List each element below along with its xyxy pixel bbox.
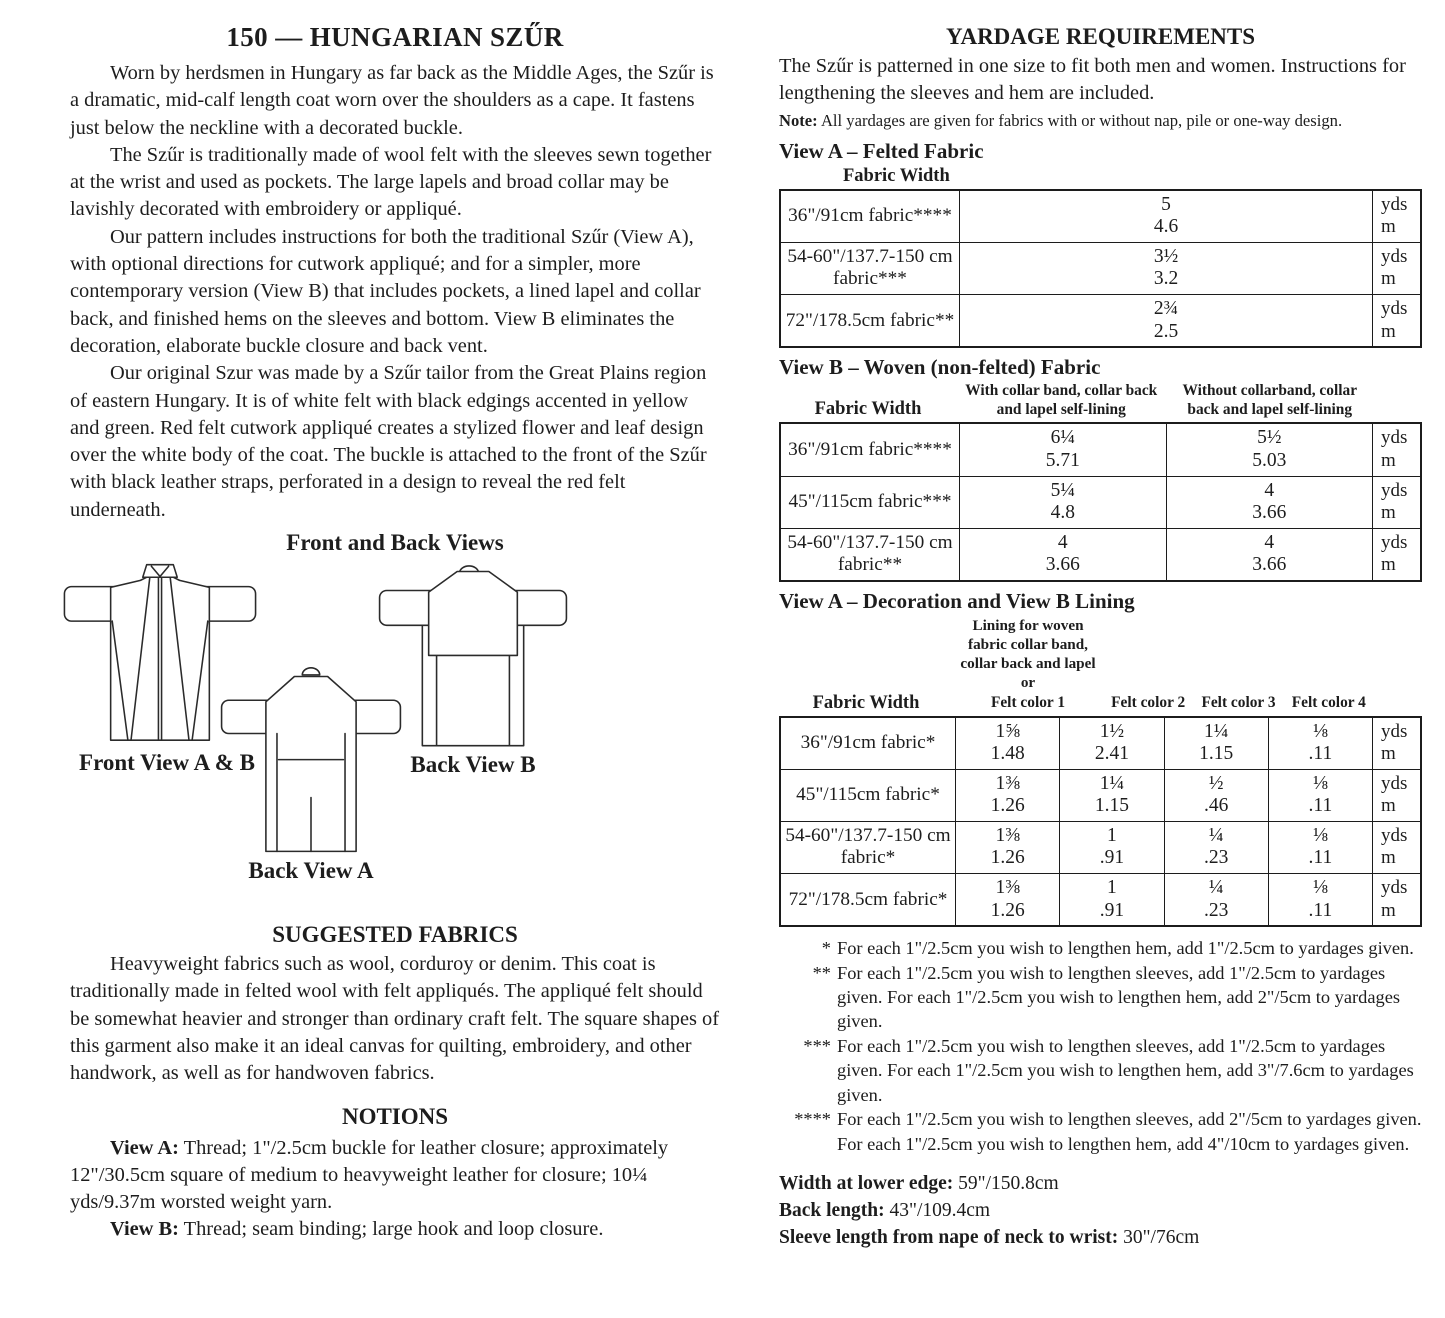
fabric-width-cell: 54-60"/137.7-150 cm fabric* (785, 825, 951, 869)
yardage-cell (959, 529, 1166, 580)
yardage-cell (1166, 529, 1373, 580)
fabric-width-cell: 45"/115cm fabric*** (788, 491, 952, 513)
m-unit: m (1381, 216, 1396, 238)
yardage-cell (955, 770, 1059, 821)
m-value: 2.5 (1153, 320, 1179, 342)
footnote (779, 936, 1422, 960)
table-row (781, 294, 1420, 346)
yardage-note (779, 110, 1422, 132)
yds-value: ⅛ (1313, 772, 1328, 794)
unit-cell (1372, 718, 1420, 769)
note-text: All yardages are given for fabrics with or without nap, pile or one-way design. (820, 110, 1343, 130)
m-value: .11 (1308, 795, 1333, 817)
suggested-fabrics-heading: SUGGESTED FABRICS (272, 922, 518, 948)
yardage-cell (1059, 718, 1163, 769)
yardage-cell (959, 477, 1166, 528)
m-unit: m (1381, 320, 1396, 342)
unit-cell (1372, 477, 1420, 528)
measurement-value: 59"/150.8cm (958, 1172, 1059, 1194)
m-value: 4.8 (1050, 502, 1075, 524)
back-view-b-label: Back View B (410, 752, 536, 778)
m-value: .46 (1203, 795, 1229, 817)
unit-cell (1372, 874, 1420, 925)
m-value: .91 (1099, 899, 1125, 921)
without-collarband-header: Without collarband, collar back and lapel self-lining (1182, 382, 1358, 418)
felt-color-2-header: Felt color 2 (1111, 693, 1186, 711)
footnote (779, 961, 1422, 1034)
m-value: 1.26 (990, 899, 1025, 921)
m-value: 4.6 (1153, 216, 1179, 238)
yardage-cell (1166, 477, 1373, 528)
yds-value: 1⅝ (995, 720, 1020, 742)
fabric-width-cell: 54-60"/137.7-150 cm fabric** (787, 532, 953, 576)
m-value: .23 (1203, 847, 1229, 869)
notions-view-a-text: Thread; 1"/2.5cm buckle for leather closure; approximately 12"/30.5cm square of medium to heavyweight leather for closure; 10¼ yds/9.37m worsted weight yarn. (70, 1136, 669, 1214)
right-column (779, 24, 1422, 1251)
m-unit: m (1381, 449, 1396, 471)
yds-unit: yds (1381, 531, 1408, 553)
m-unit: m (1381, 268, 1396, 290)
yds-value: 3½ (1153, 245, 1179, 267)
view-b-table (779, 422, 1422, 582)
yardage-cell (959, 295, 1372, 346)
yds-value: ⅛ (1313, 877, 1328, 899)
yds-unit: yds (1381, 245, 1408, 267)
fabric-width-cell: 72"/178.5cm fabric** (785, 309, 955, 331)
page-title: 150 — HUNGARIAN SZŰR (226, 22, 564, 52)
yds-value: ¼ (1208, 824, 1224, 846)
yds-value: 1⅜ (995, 877, 1020, 899)
m-value: 1.26 (990, 795, 1025, 817)
yds-value: 1½ (1099, 720, 1125, 742)
fabric-width-cell: 36"/91cm fabric* (800, 732, 936, 754)
unit-cell (1372, 822, 1420, 873)
felt-color-3-header: Felt color 3 (1201, 693, 1276, 711)
yardage-heading: YARDAGE REQUIREMENTS (945, 24, 1256, 49)
unit-cell (1372, 295, 1420, 346)
table-row (781, 528, 1420, 580)
yds-value: 1⅜ (995, 772, 1020, 794)
footnote-marker: **** (794, 1109, 831, 1130)
intro-paragraph-1: Worn by herdsmen in Hungary as far back as the Middle Ages, the Szűr is a dramatic, mid-calf length coat worn over the shoulders as a cape. It fastens just below the neckline with a decorated buckle. (70, 62, 714, 139)
yds-value: 1 (1107, 877, 1117, 899)
unit-cell (1372, 243, 1420, 294)
m-value: 1.15 (1094, 795, 1129, 817)
decoration-table (779, 716, 1422, 928)
footnote (779, 1034, 1422, 1107)
table-row (781, 873, 1420, 925)
view-b-table-header (779, 382, 1422, 422)
yds-unit: yds (1381, 193, 1408, 215)
yds-value: 5 (1161, 193, 1171, 215)
measurement-value: 30"/76cm (1123, 1226, 1200, 1248)
m-value: .11 (1308, 899, 1333, 921)
yardage-cell (1164, 874, 1268, 925)
yardage-cell (955, 822, 1059, 873)
yardage-cell (1059, 874, 1163, 925)
unit-cell (1372, 424, 1420, 475)
m-unit: m (1381, 795, 1396, 817)
view-a-heading: View A – Felted Fabric (779, 138, 984, 163)
measurement-label: Back length: (779, 1199, 885, 1221)
yds-value: 1¼ (1099, 772, 1125, 794)
m-unit: m (1381, 847, 1396, 869)
note-label: Note: (779, 110, 818, 130)
notions-heading: NOTIONS (341, 1103, 449, 1129)
table-row (781, 242, 1420, 294)
m-value: 3.2 (1153, 268, 1179, 290)
measurement-line (779, 1224, 1422, 1251)
felt-color-1-header (953, 616, 1103, 716)
measurement-label: Sleeve length from nape of neck to wrist: (779, 1226, 1119, 1248)
intro-paragraph-3: Our pattern includes instructions for both the traditional Szűr (View A), with optional directions for cutwork appliqué; and for a simpler, more contemporary version (View B) that includes pockets, a lined lapel and collar back, and finished hems on the sleeves and bottom. View B eliminates the decoration, elaborate buckle closure and back vent. (70, 225, 701, 357)
unit-cell (1372, 529, 1420, 580)
table-row (781, 191, 1420, 242)
yds-unit: yds (1381, 877, 1408, 899)
measurement-value: 43"/109.4cm (889, 1199, 991, 1221)
garment-measurements (779, 1170, 1422, 1251)
yardage-cell (1268, 718, 1372, 769)
yds-unit: yds (1381, 297, 1408, 319)
yds-value: ¼ (1208, 877, 1224, 899)
yds-value: 4 (1057, 531, 1068, 553)
m-value: 3.66 (1252, 554, 1287, 576)
footnote-text: For each 1"/2.5cm you wish to lengthen sleeves, add 2"/5cm to yardages given. For each 1"/2.5cm you wish to lengthen hem, add 4"/10cm to yardages given. (837, 1109, 1422, 1154)
yardage-cell (1164, 822, 1268, 873)
footnote-text: For each 1"/2.5cm you wish to lengthen sleeves, add 1"/2.5cm to yardages given. For each 1"/2.5cm you wish to lengthen hem, add 2"/5cm to yardages given. (837, 962, 1401, 1032)
yardage-cell (1268, 874, 1372, 925)
yardage-cell (1059, 770, 1163, 821)
suggested-fabrics-text: Heavyweight fabrics such as wool, corduroy or denim. This coat is traditionally made in felted wool with felt appliqués. The appliqué felt should be somewhat heavier and stronger than ordinary craft felt. The square shapes of this garment also make it an ideal canvas for quilting, embroidery, and other handwork, as well as for handwoven fabrics. (70, 953, 720, 1085)
view-b-heading: View B – Woven (non-felted) Fabric (779, 355, 1101, 380)
m-unit: m (1381, 502, 1396, 524)
yds-value: 1⅜ (995, 824, 1020, 846)
fabric-width-label-c: Fabric Width (812, 692, 920, 713)
notions-view-b-label: View B: (110, 1218, 179, 1241)
fabric-width-cell: 36"/91cm fabric**** (788, 205, 952, 227)
back-view-b-drawing (378, 562, 568, 752)
table-row (781, 476, 1420, 528)
notions-view-b (70, 1216, 720, 1243)
m-unit: m (1381, 554, 1396, 576)
yardage-cell (955, 718, 1059, 769)
footnote-marker: * (821, 938, 831, 959)
table-row (781, 424, 1420, 475)
yds-value: 6¼ (1050, 427, 1075, 449)
measurement-line (779, 1197, 1422, 1224)
fabric-width-cell: 54-60"/137.7-150 cm fabric*** (787, 246, 953, 290)
yds-value: 1¼ (1203, 720, 1229, 742)
yds-unit: yds (1381, 824, 1408, 846)
yds-unit: yds (1381, 720, 1408, 742)
m-value: 1.48 (990, 743, 1025, 765)
yds-value: ⅛ (1313, 720, 1328, 742)
yds-value: 4 (1264, 479, 1275, 501)
yardage-cell (959, 191, 1372, 242)
m-value: 1.15 (1199, 743, 1234, 765)
yardage-cell (955, 874, 1059, 925)
back-view-a-label: Back View A (248, 858, 374, 884)
m-value: 3.66 (1045, 554, 1080, 576)
footnote-text: For each 1"/2.5cm you wish to lengthen sleeves, add 1"/2.5cm to yardages given. For each 1"/2.5cm you wish to lengthen hem, add 3"/7.6cm to yardages given. (837, 1035, 1414, 1105)
yardage-cell (959, 424, 1166, 475)
yds-value: 5½ (1257, 427, 1282, 449)
with-collarband-header: With collar band, collar back and lapel self-lining (965, 382, 1158, 418)
yardage-cell (1166, 424, 1373, 475)
left-column (70, 22, 720, 1244)
notions-view-a-label: View A: (110, 1136, 179, 1159)
front-view-label: Front View A & B (79, 750, 255, 776)
decoration-heading: View A – Decoration and View B Lining (779, 588, 1135, 613)
intro-paragraph-2: The Szűr is traditionally made of wool felt with the sleeves sewn together at the wrist and used as pockets. The large lapels and broad collar may be lavishly decorated with embroidery or appliqué. (70, 143, 712, 221)
fabric-width-cell: 45"/115cm fabric* (796, 784, 940, 806)
m-value: 2.41 (1094, 743, 1129, 765)
yardage-cell (1268, 770, 1372, 821)
yds-value: ½ (1208, 772, 1224, 794)
yds-unit: yds (1381, 772, 1408, 794)
m-value: .91 (1099, 847, 1125, 869)
notions-view-b-text: Thread; seam binding; large hook and loop closure. (183, 1218, 604, 1241)
yds-value: 4 (1264, 531, 1275, 553)
footnote-marker: *** (803, 1035, 831, 1056)
views-heading: Front and Back Views (286, 530, 504, 556)
table-row (781, 821, 1420, 873)
yardage-cell (959, 243, 1372, 294)
yardage-cell (1268, 822, 1372, 873)
fabric-width-cell: 36"/91cm fabric**** (788, 438, 952, 460)
felt-color-4-header: Felt color 4 (1291, 693, 1366, 711)
yds-value: 1 (1107, 824, 1117, 846)
yardage-intro: The Szűr is patterned in one size to fit both men and women. Instructions for lengthening the sleeves and hem are included. (779, 55, 1406, 105)
m-value: 1.26 (990, 847, 1025, 869)
notions-view-a (70, 1135, 720, 1217)
garment-views-figure (70, 560, 720, 912)
felt-color-1-label: Felt color 1 (990, 693, 1066, 711)
unit-cell (1372, 191, 1420, 242)
yds-value: ⅛ (1313, 824, 1328, 846)
view-a-table (779, 189, 1422, 349)
yds-unit: yds (1381, 427, 1408, 449)
fabric-width-label-a: Fabric Width (843, 165, 950, 186)
yds-unit: yds (1381, 479, 1408, 501)
m-value: 3.66 (1252, 502, 1287, 524)
fabric-width-label-b: Fabric Width (814, 399, 922, 420)
m-unit: m (1381, 743, 1396, 765)
footnote (779, 1107, 1422, 1156)
footnotes (779, 936, 1422, 1156)
m-unit: m (1381, 899, 1396, 921)
intro-paragraph-4: Our original Szur was made by a Szűr tailor from the Great Plains region of eastern Hungary. It is of white felt with black edgings accented in yellow and green. Red felt cutwork appliqué creates a stylized flower and leaf design over the white body of the coat. The buckle is attached to the front of the Szűr with black leather straps, perforated in a design to reveal the red felt underneath. (70, 362, 707, 521)
yardage-cell (1164, 718, 1268, 769)
yds-value: 5¼ (1050, 479, 1075, 501)
table-row (781, 718, 1420, 769)
yds-value: 2¾ (1153, 297, 1179, 319)
table-row (781, 769, 1420, 821)
yardage-cell (1164, 770, 1268, 821)
measurement-label: Width at lower edge: (779, 1172, 954, 1194)
measurement-line (779, 1170, 1422, 1197)
m-value: .23 (1203, 899, 1229, 921)
fabric-width-cell: 72"/178.5cm fabric* (788, 888, 948, 910)
m-value: 5.71 (1045, 449, 1080, 471)
yardage-cell (1059, 822, 1163, 873)
decoration-table-header (779, 616, 1422, 716)
unit-cell (1372, 770, 1420, 821)
footnote-text: For each 1"/2.5cm you wish to lengthen hem, add 1"/2.5cm to yardages given. (837, 938, 1414, 959)
m-value: .11 (1308, 743, 1333, 765)
m-value: .11 (1308, 847, 1333, 869)
m-value: 5.03 (1252, 449, 1287, 471)
footnote-marker: ** (812, 962, 831, 983)
lining-note: Lining for woven fabric collar band, collar back and lapel or (960, 616, 1096, 691)
